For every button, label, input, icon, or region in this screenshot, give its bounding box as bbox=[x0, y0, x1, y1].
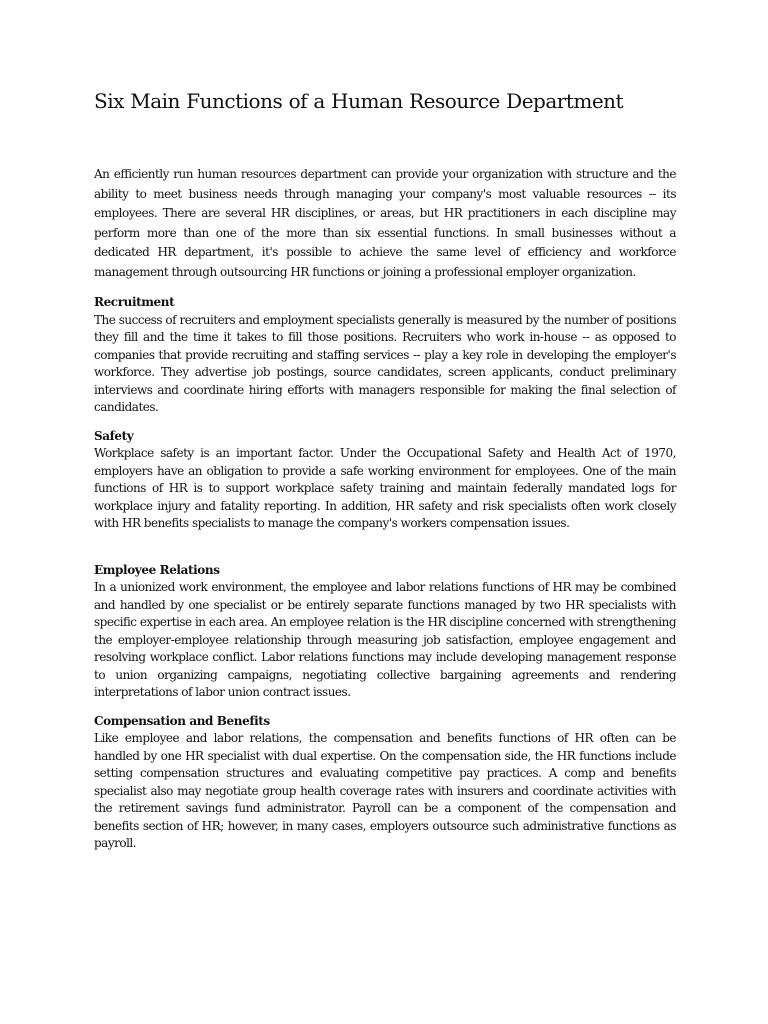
section-heading: Safety bbox=[94, 428, 134, 443]
section-compensation-benefits bbox=[94, 713, 676, 853]
intro-paragraph: An efficiently run human resources department can provide your organization with structure and the ability to meet business needs through managing your company's most valuable resources -- its employees. There are several HR disciplines, or areas, but HR practitioners in each discipline may perform more than one of the more than six essential functions. In small businesses without a dedicated HR department, it's possible to achieve the same level of efficiency and workforce management through outsourcing HR functions or joining a professional employer organization. bbox=[94, 167, 676, 279]
document-title: Six Main Functions of a Human Resource Department bbox=[94, 89, 624, 113]
section-body: Like employee and labor relations, the compensation and benefits functions of HR often can be handled by one HR specialist with dual expertise. On the compensation side, the HR functions include setting compensation structures and evaluating competitive pay practices. A comp and benefits specialist also may negotiate group health coverage rates with insurers and coordinate activities with the retirement savings fund administrator. Payroll can be a component of the compensation and benefits section of HR; however, in many cases, employers outsource such administrative functions as payroll. bbox=[94, 731, 676, 850]
document-page bbox=[94, 88, 676, 864]
section-body: The success of recruiters and employment specialists generally is measured by the number of positions they fill and the time it takes to fill those positions. Recruiters who work in-house -- as opposed to companies that provide recruiting and staffing services -- play a key role in developing the employer's workforce. They advertise job postings, source candidates, screen applicants, conduct preliminary interviews and coordinate hiring efforts with managers responsible for making the final selection of candidates. bbox=[94, 312, 676, 414]
section-body: In a unionized work environment, the employee and labor relations functions of HR may be combined and handled by one specialist or be entirely separate functions managed by two HR specialists with specific expertise in each area. An employee relation is the HR discipline concerned with strengthening the employer-employee relationship through measuring job satisfaction, employee engagement and resolving workplace conflict. Labor relations functions may include developing management response to union organizing campaigns, negotiating collective bargaining agreements and rendering interpretations of labor union contract issues. bbox=[94, 580, 676, 699]
section-heading: Employee Relations bbox=[94, 562, 220, 577]
section-employee-relations bbox=[94, 562, 676, 702]
section-heading: Compensation and Benefits bbox=[94, 713, 270, 728]
section-recruitment bbox=[94, 294, 676, 417]
section-heading: Recruitment bbox=[94, 295, 175, 309]
section-body: Workplace safety is an important factor. Under the Occupational Safety and Health Act of 1970, employers have an obligation to provide a safe working environment for employees. One of the main functions of HR is to support workplace safety training and maintain federally mandated logs for workplace injury and fatality reporting. In addition, HR safety and risk specialists often work closely with HR benefits specialists to manage the company's workers compensation issues. bbox=[94, 446, 676, 530]
section-safety bbox=[94, 428, 676, 533]
